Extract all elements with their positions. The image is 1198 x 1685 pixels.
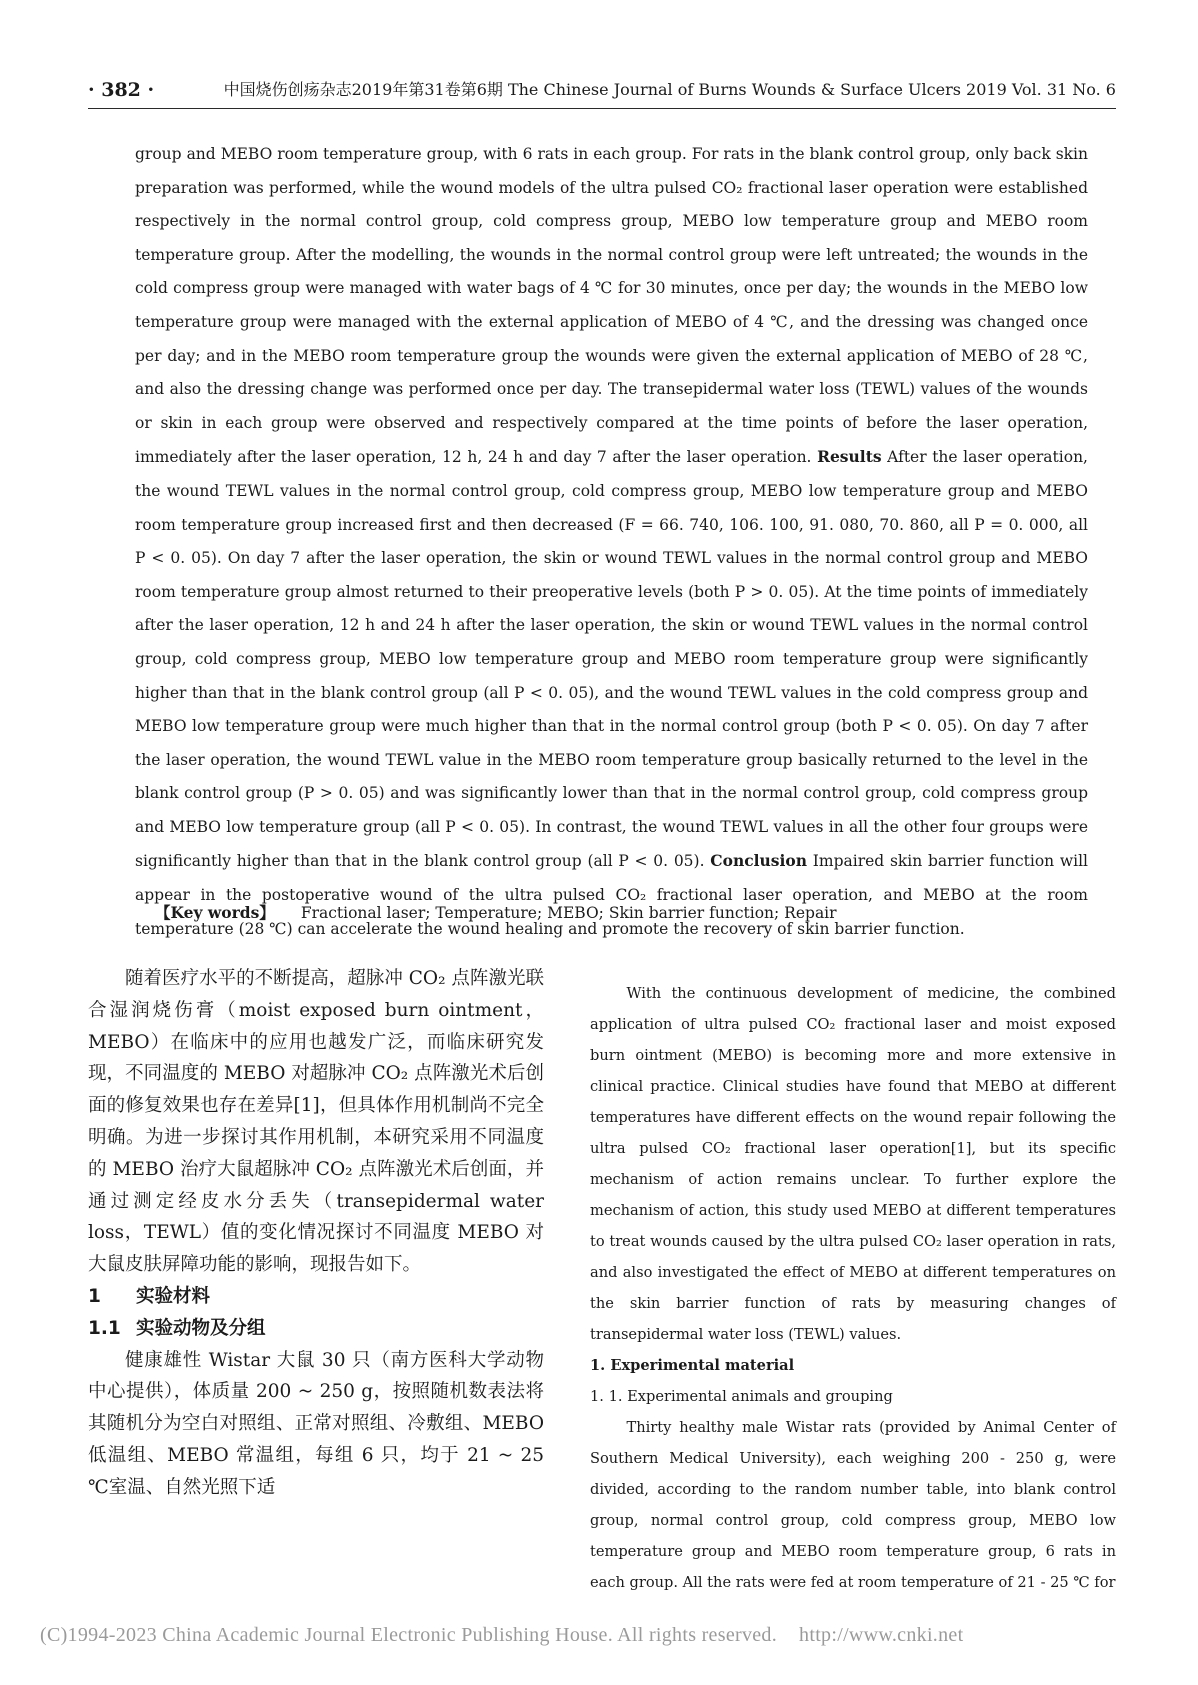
en-section-heading: 1. Experimental material <box>590 1357 795 1374</box>
copyright-footer <box>40 1624 1178 1647</box>
en-animals-paragraph: Thirty healthy male Wistar rats (provided by Animal Center of Southern Medical University), each weighing 200 - 250 g, were divided, according to the random number table, into blank control group, normal control group, cold compress group, MEBO low temperature group and MEBO room temperature group, 6 rats in each group. All the rats were fed at room temperature of 21 - 25 ℃ for <box>590 1419 1116 1591</box>
cn-section-title: 实验材料 <box>136 1285 211 1307</box>
cn-subsection-number: 1.1 <box>88 1317 121 1339</box>
keywords <box>155 900 1088 926</box>
copyright-text: (C)1994-2023 China Academic Journal Electronic Publishing House. All rights reserved. <box>40 1624 778 1646</box>
cn-section-heading <box>88 1281 544 1313</box>
results-label: Results <box>817 447 882 467</box>
english-column <box>590 978 1116 1598</box>
cn-animals-paragraph: 健康雄性 Wistar 大鼠 30 只（南方医科大学动物中心提供），体质量 200 ~ 250 g，按照随机数表法将其随机分为空白对照组、正常对照组、冷敷组、MEBO 低温组、MEBO 常温组，每组 6 只，均于 21 ~ 25 ℃室温、自然光照下适 <box>88 1349 544 1498</box>
cnki-url: http://www.cnki.net <box>799 1624 964 1646</box>
keywords-list: Fractional laser; Temperature; MEBO; Skin barrier function; Repair <box>300 904 837 922</box>
chinese-column <box>88 963 544 1504</box>
cn-intro-paragraph: 随着医疗水平的不断提高，超脉冲 CO₂ 点阵激光联合湿润烧伤膏（moist exposed burn ointment，MEBO）在临床中的应用也越发广泛，而临床研究发现，不同温度的 MEBO 对超脉冲 CO₂ 点阵激光术后创面的修复效果也存在差异[1]，但具体作用机制尚不完全明确。为进一步探讨其作用机制，本研究采用不同温度的 MEBO 治疗大鼠超脉冲 CO₂ 点阵激光术后创面，并通过测定经皮水分丢失（transepidermal water loss，TEWL）值的变化情况探讨不同温度 MEBO 对大鼠皮肤屏障功能的影响，现报告如下。 <box>88 968 544 1276</box>
journal-citation: 中国烧伤创疡杂志2019年第31卷第6期 The Chinese Journal of Burns Wounds & Surface Ulcers 2019 Vol. 31 No. 6 <box>223 80 1116 99</box>
en-intro-paragraph: With the continuous development of medicine, the combined application of ultra pulsed CO₂ fractional laser and moist exposed burn ointment (MEBO) is becoming more and more extensive in clinical practice. Clinical studies have found that MEBO at different temperatures have different effects on the wound repair following the ultra pulsed CO₂ fractional laser operation[1], but its specific mechanism of action remains unclear. To further explore the mechanism of action, this study used MEBO at different temperatures to treat wounds caused by the ultra pulsed CO₂ laser operation in rats, and also investigated the effect of MEBO at different temperatures on the skin barrier function of rats by measuring changes of transepidermal water loss (TEWL) values. <box>590 985 1116 1343</box>
abstract-results: After the laser operation, the wound TEWL values in the normal control group, cold compress group, MEBO low temperature group and MEBO room temperature group increased first and then decreased (F = 66. 740, 106. 100, 91. 080, 70. 860, all P = 0. 000, all P < 0. 05). On day 7 after the laser operation, the skin or wound TEWL values in the normal control group and MEBO room temperature group almost returned to their preoperative levels (both P > 0. 05). At the time points of immediately after the laser operation, 12 h and 24 h after the laser operation, the skin or wound TEWL values in the normal control group, cold compress group, MEBO low temperature group and MEBO room temperature group were significantly higher than that in the blank control group (all P < 0. 05), and the wound TEWL values in the cold compress group and MEBO low temperature group were much higher than that in the normal control group (both P < 0. 05). On day 7 after the laser operation, the wound TEWL value in the MEBO room temperature group basically returned to the level in the blank control group (P > 0. 05) and was significantly lower than that in the normal control group, cold compress group and MEBO low temperature group (all P < 0. 05). In contrast, the wound TEWL values in all the other four groups were significantly higher than that in the blank control group (all P < 0. 05). <box>135 448 1088 871</box>
cn-section-number: 1 <box>88 1285 101 1307</box>
abstract-methods: group and MEBO room temperature group, with 6 rats in each group. For rats in the blank control group, only back skin preparation was performed, while the wound models of the ultra pulsed CO₂ fractional laser operation were established respectively in the normal control group, cold compress group, MEBO low temperature group and MEBO room temperature group. After the modelling, the wounds in the normal control group were left untreated; the wounds in the cold compress group were managed with water bags of 4 ℃ for 30 minutes, once per day; the wounds in the MEBO low temperature group were managed with the external application of MEBO of 4 ℃, and the dressing was changed once per day; and in the MEBO room temperature group the wounds were given the external application of MEBO of 28 ℃, and also the dressing change was performed once per day. The transepidermal water loss (TEWL) values of the wounds or skin in each group were observed and respectively compared at the time points of before the laser operation, immediately after the laser operation, 12 h, 24 h and day 7 after the laser operation. <box>135 145 1088 467</box>
keywords-label: 【Key words】 <box>155 903 275 922</box>
abstract-conclusion: Impaired skin barrier function will appear in the postoperative wound of the ultra pulsed CO₂ fractional laser operation, and MEBO at the room temperature (28 ℃) can accelerate the wound healing and promote the recovery of skin barrier function. <box>135 852 1089 938</box>
page-number: · 382 · <box>88 79 155 101</box>
running-header <box>88 78 1116 109</box>
abstract-text <box>135 138 1088 946</box>
cn-subsection-heading <box>88 1313 544 1345</box>
cn-subsection-title: 实验动物及分组 <box>136 1317 266 1339</box>
en-subsection-heading: 1. 1. Experimental animals and grouping <box>590 1388 893 1405</box>
conclusion-label: Conclusion <box>710 851 808 871</box>
